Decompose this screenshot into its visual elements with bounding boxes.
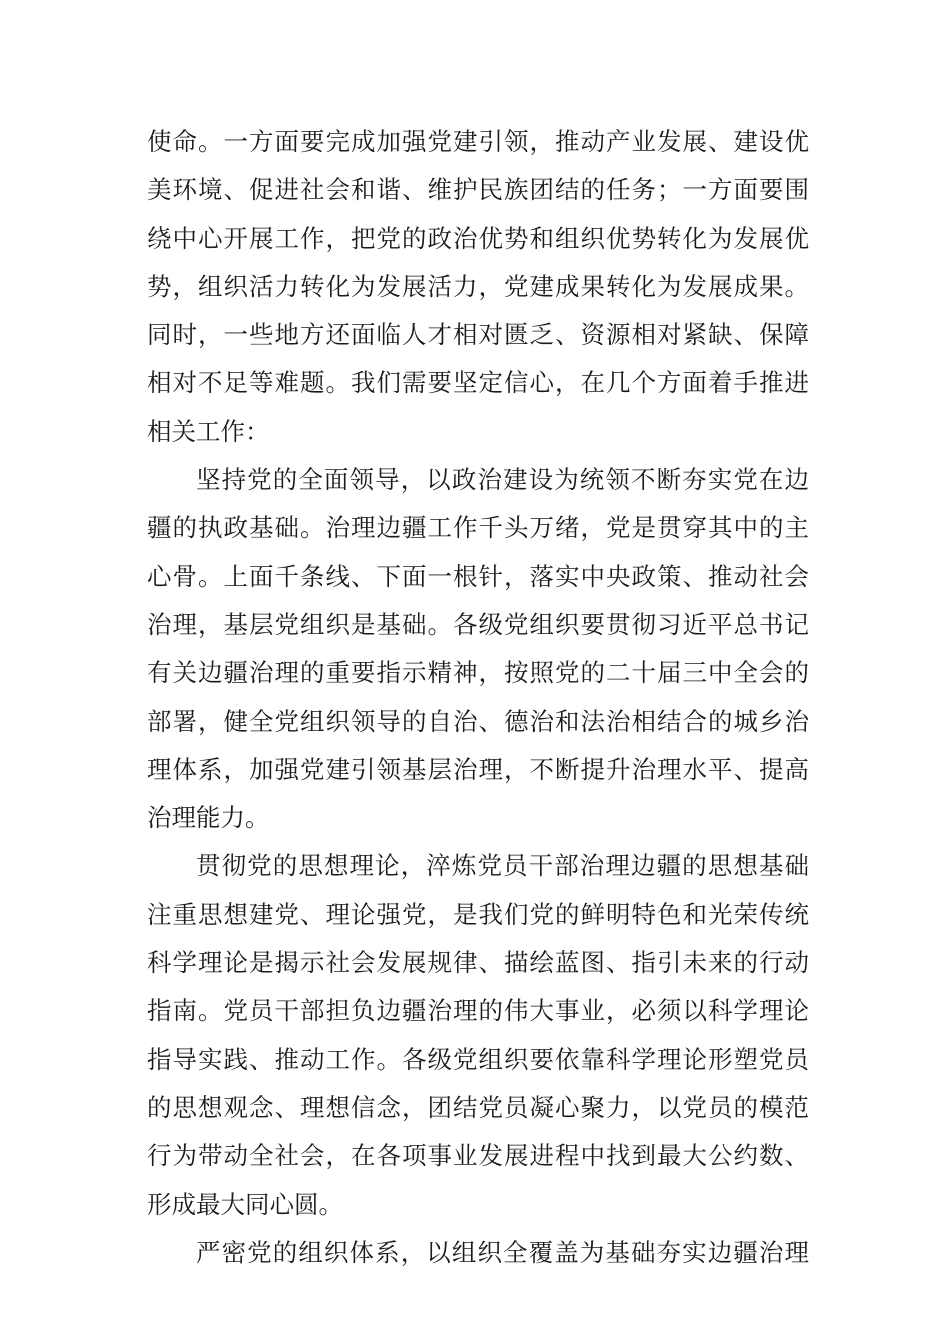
text-line: 行为带动全社会，在各项事业发展进程中找到最大公约数、 bbox=[147, 1141, 809, 1171]
text-line: 相关工作： bbox=[147, 416, 270, 446]
text-line: 美环境、促进社会和谐、维护民族团结的任务；一方面要围 bbox=[147, 175, 809, 205]
text-line: 严密党的组织体系，以组织全覆盖为基础夯实边疆治理 bbox=[196, 1237, 809, 1267]
text-line: 疆的执政基础。治理边疆工作千头万绪，党是贯穿其中的主 bbox=[147, 513, 809, 543]
text-line: 科学理论是揭示社会发展规律、描绘蓝图、指引未来的行动 bbox=[147, 948, 809, 978]
text-line: 的思想观念、理想信念，团结党员凝心聚力，以党员的模范 bbox=[147, 1092, 809, 1122]
text-line: 势，组织活力转化为发展活力，党建成果转化为发展成果。 bbox=[147, 271, 809, 301]
text-line: 指南。党员干部担负边疆治理的伟大事业，必须以科学理论 bbox=[147, 996, 809, 1026]
text-line: 部署，健全党组织领导的自治、德治和法治相结合的城乡治 bbox=[147, 706, 809, 736]
text-line: 贯彻党的思想理论，淬炼党员干部治理边疆的思想基础 bbox=[196, 851, 809, 881]
text-line: 形成最大同心圆。 bbox=[147, 1189, 343, 1219]
text-line: 同时，一些地方还面临人才相对匮乏、资源相对紧缺、保障 bbox=[147, 320, 809, 350]
text-line: 指导实践、推动工作。各级党组织要依靠科学理论形塑党员 bbox=[147, 1044, 809, 1074]
document-body bbox=[147, 118, 809, 1277]
text-line: 使命。一方面要完成加强党建引领，推动产业发展、建设优 bbox=[147, 127, 809, 156]
text-line: 有关边疆治理的重要指示精神，按照党的二十届三中全会的 bbox=[147, 658, 809, 688]
text-line: 理体系，加强党建引领基层治理，不断提升治理水平、提高 bbox=[147, 754, 809, 784]
text-line: 绕中心开展工作，把党的政治优势和组织优势转化为发展优 bbox=[147, 223, 809, 253]
text-line: 相对不足等难题。我们需要坚定信心，在几个方面着手推进 bbox=[147, 368, 809, 398]
text-line: 注重思想建党、理论强党，是我们党的鲜明特色和光荣传统 bbox=[147, 899, 809, 929]
text-line: 心骨。上面千条线、下面一根针，落实中央政策、推动社会 bbox=[147, 561, 809, 591]
text-line: 坚持党的全面领导，以政治建设为统领不断夯实党在边 bbox=[196, 465, 809, 495]
text-line: 治理能力。 bbox=[147, 803, 270, 833]
text-line: 治理，基层党组织是基础。各级党组织要贯彻习近平总书记 bbox=[147, 609, 809, 639]
